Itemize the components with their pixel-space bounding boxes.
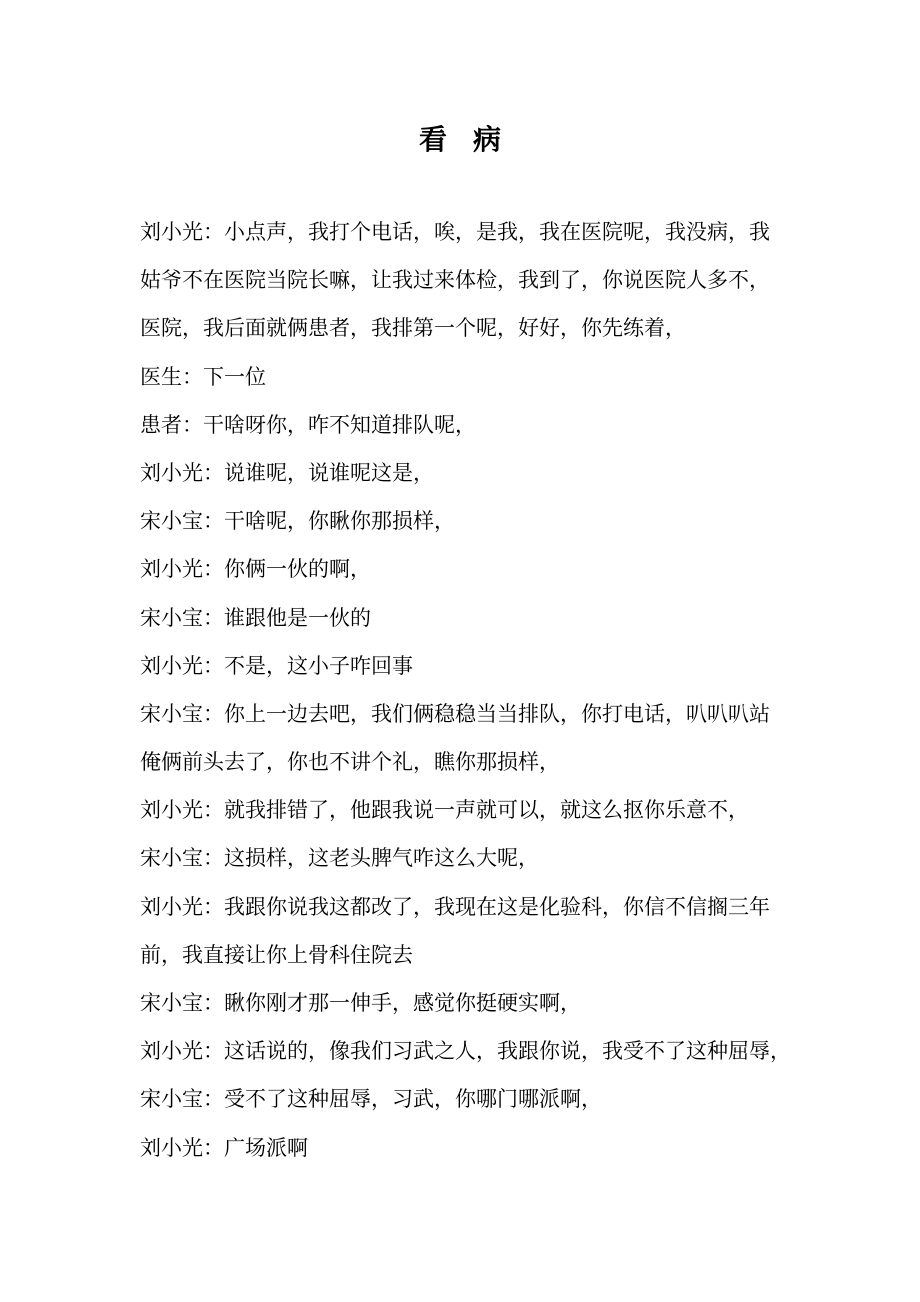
text-line: 宋小宝：干啥呢，你瞅你那损样， (140, 509, 455, 534)
text-line: 俺俩前头去了，你也不讲个礼，瞧你那损样， (140, 750, 560, 775)
text-line: 刘小光：我跟你说我这都改了，我现在这是化验科，你信不信搁三年 (140, 894, 770, 919)
dialogue-paragraph (140, 840, 800, 888)
text-line: 姑爷不在医院当院长嘛，让我过来体检，我到了，你说医院人多不， (140, 268, 770, 293)
dialogue-paragraph (140, 1081, 800, 1129)
text-line: 刘小光：说谁呢，说谁呢这是， (140, 460, 434, 485)
text-line: 宋小宝：这损样，这老头脾气咋这么大呢， (140, 846, 539, 871)
text-line: 患者：干啥呀你，咋不知道排队呢， (140, 412, 476, 437)
text-line: 医院，我后面就俩患者，我排第一个呢，好好，你先练着， (140, 316, 686, 341)
document-title: 看病 (418, 123, 527, 156)
text-line: 刘小光：不是，这小子咋回事 (140, 653, 413, 678)
text-line: 刘小光：就我排错了，他跟我说一声就可以，就这么抠你乐意不， (140, 798, 749, 823)
text-line: 刘小光：这话说的，像我们习武之人，我跟你说，我受不了这种屈辱， (140, 1039, 791, 1064)
text-line: 宋小宝：受不了这种屈辱，习武，你哪门哪派啊， (140, 1087, 602, 1112)
dialogue-paragraph (140, 600, 800, 648)
text-line: 医生：下一位 (140, 364, 266, 389)
text-line: 前，我直接让你上骨科住院去 (140, 942, 413, 967)
dialogue-paragraph (140, 889, 800, 985)
text-line: 宋小宝：你上一边去吧，我们俩稳稳当当排队，你打电话，叭叭叭站 (140, 701, 770, 726)
dialogue-paragraph (140, 985, 800, 1033)
dialogue-paragraph (140, 1130, 800, 1178)
text-line: 宋小宝：瞅你刚才那一伸手，感觉你挺硬实啊， (140, 991, 581, 1015)
text-line: 刘小光：小点声，我打个电话，唉，是我，我在医院呢，我没病，我 (140, 220, 770, 244)
dialogue-paragraph (140, 455, 800, 503)
dialogue-paragraph (140, 407, 800, 455)
dialogue-paragraph (140, 792, 800, 840)
dialogue-paragraph (140, 648, 800, 696)
dialogue-paragraph (140, 503, 800, 551)
text-line: 宋小宝：谁跟他是一伙的 (140, 605, 371, 630)
dialogue-paragraph (140, 359, 800, 407)
dialogue-paragraph (140, 551, 800, 599)
dialogue-paragraph (140, 1033, 800, 1081)
text-line: 刘小光：你俩一伙的啊， (140, 557, 371, 582)
dialogue-paragraph (140, 214, 800, 359)
dialogue-paragraph (140, 696, 800, 792)
document-body (140, 214, 800, 1178)
text-line: 刘小光：广场派啊 (140, 1135, 308, 1160)
